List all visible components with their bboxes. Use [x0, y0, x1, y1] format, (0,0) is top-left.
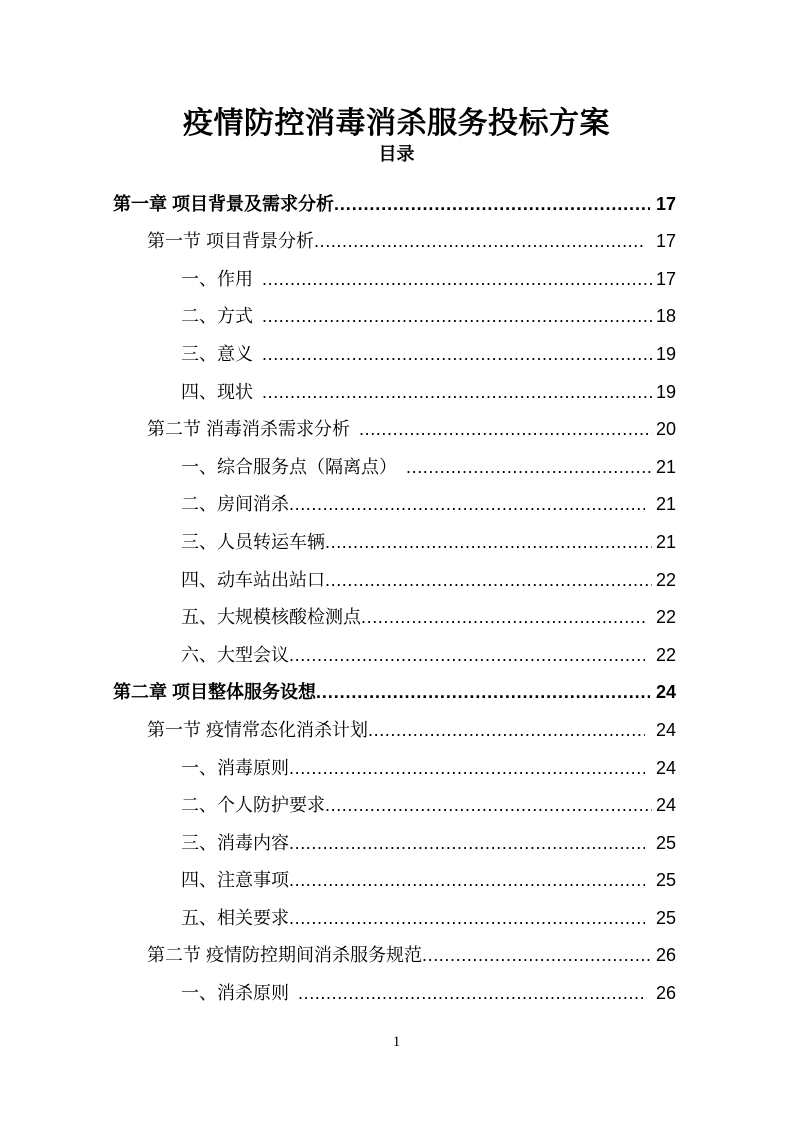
toc-entry-page-number: 25 — [655, 832, 676, 853]
toc-dot-leader — [325, 573, 652, 591]
toc-entry-label: 第二章 项目整体服务设想 — [113, 682, 316, 703]
toc-entry-item[interactable] — [0, 291, 793, 329]
toc-entry-section[interactable] — [0, 404, 793, 442]
toc-entry-label: 第二节 消毒消杀需求分析 — [147, 419, 350, 440]
toc-entry-page-number: 19 — [655, 343, 676, 364]
toc-entry-chapter[interactable] — [0, 667, 793, 705]
toc-entry-page-number: 24 — [655, 719, 676, 740]
toc-entry-page-number: 22 — [655, 644, 676, 665]
toc-entry-label: 三、意义 — [181, 343, 253, 364]
toc-entry-page-number: 25 — [655, 870, 676, 891]
toc-entry-item[interactable] — [0, 479, 793, 517]
toc-entry-label: 第一节 项目背景分析 — [147, 231, 315, 252]
toc-entry-item[interactable] — [0, 516, 793, 554]
toc-entry-page-number: 26 — [655, 945, 676, 966]
toc-entry-page-number: 25 — [655, 907, 676, 928]
toc-entry-chapter[interactable] — [0, 178, 793, 216]
toc-entry-label: 四、动车站出站口 — [181, 569, 325, 590]
toc-entry-item[interactable] — [0, 366, 793, 404]
toc-entry-item[interactable] — [0, 892, 793, 930]
toc-entry-item[interactable] — [0, 742, 793, 780]
toc-entry-page-number: 19 — [655, 381, 676, 402]
toc-entry-label: 二、房间消杀 — [181, 494, 289, 515]
toc-entry-item[interactable] — [0, 328, 793, 366]
toc-entry-page-number: 24 — [655, 795, 676, 816]
toc-entry-label: 五、相关要求 — [181, 907, 289, 928]
toc-entry-label: 一、消杀原则 — [181, 983, 289, 1004]
toc-dot-leader — [361, 610, 645, 628]
toc-entry-page-number: 22 — [655, 607, 676, 628]
toc-entry-item[interactable] — [0, 592, 793, 630]
toc-dot-leader — [262, 347, 652, 365]
toc-dot-leader — [262, 385, 652, 403]
toc-dot-leader — [298, 986, 645, 1004]
toc-dot-leader — [314, 234, 645, 252]
toc-dot-leader — [289, 648, 645, 666]
toc-entry-label: 五、大规模核酸检测点 — [181, 607, 361, 628]
toc-dot-leader — [334, 197, 650, 215]
toc-entry-item[interactable] — [0, 629, 793, 667]
toc-entry-item[interactable] — [0, 780, 793, 818]
toc-dot-leader — [289, 761, 645, 779]
toc-entry-label: 六、大型会议 — [181, 644, 289, 665]
toc-dot-leader — [262, 309, 652, 327]
toc-entry-item[interactable] — [0, 253, 793, 291]
toc-dot-leader — [289, 911, 645, 929]
toc-dot-leader — [325, 535, 652, 553]
toc-entry-label: 第一节 疫情常态化消杀计划 — [147, 719, 368, 740]
table-of-contents — [0, 178, 793, 1005]
document-title: 疫情防控消毒消杀服务投标方案 — [183, 107, 610, 141]
toc-dot-leader — [359, 422, 652, 440]
toc-entry-label: 三、消毒内容 — [181, 832, 289, 853]
toc-entry-page-number: 26 — [655, 983, 676, 1004]
toc-entry-page-number: 17 — [655, 193, 676, 214]
toc-entry-label: 一、消毒原则 — [181, 757, 289, 778]
toc-entry-label: 第二节 疫情防控期间消杀服务规范 — [147, 945, 422, 966]
toc-entry-section[interactable] — [0, 216, 793, 254]
toc-entry-item[interactable] — [0, 967, 793, 1005]
toc-entry-page-number: 21 — [655, 531, 676, 552]
toc-entry-page-number: 24 — [655, 757, 676, 778]
toc-dot-leader — [289, 873, 645, 891]
toc-entry-label: 三、人员转运车辆 — [181, 531, 325, 552]
toc-entry-page-number: 17 — [655, 231, 676, 252]
toc-entry-label: 第一章 项目背景及需求分析 — [113, 193, 334, 214]
toc-entry-section[interactable] — [0, 930, 793, 968]
toc-dot-leader — [316, 685, 650, 703]
toc-entry-page-number: 21 — [655, 494, 676, 515]
toc-entry-item[interactable] — [0, 855, 793, 893]
toc-entry-item[interactable] — [0, 817, 793, 855]
toc-dot-leader — [422, 948, 652, 966]
toc-dot-leader — [325, 798, 652, 816]
toc-entry-label: 二、方式 — [181, 306, 253, 327]
toc-entry-section[interactable] — [0, 704, 793, 742]
toc-entry-label: 二、个人防护要求 — [181, 795, 325, 816]
toc-entry-label: 四、现状 — [181, 381, 253, 402]
toc-entry-label: 一、综合服务点（隔离点） — [181, 456, 397, 477]
toc-entry-item[interactable] — [0, 441, 793, 479]
toc-dot-leader — [406, 460, 652, 478]
toc-entry-page-number: 24 — [655, 682, 676, 703]
toc-entry-page-number: 18 — [655, 306, 676, 327]
toc-entry-item[interactable] — [0, 554, 793, 592]
toc-entry-page-number: 17 — [655, 268, 676, 289]
toc-dot-leader — [289, 497, 645, 515]
table-of-contents-heading: 目录 — [378, 144, 415, 164]
toc-entry-page-number: 21 — [655, 456, 676, 477]
toc-dot-leader — [289, 836, 645, 854]
toc-entry-page-number: 20 — [655, 419, 676, 440]
toc-entry-label: 一、作用 — [181, 268, 253, 289]
page-number-footer: 1 — [392, 1034, 401, 1050]
toc-entry-label: 四、注意事项 — [181, 870, 289, 891]
toc-entry-page-number: 22 — [655, 569, 676, 590]
toc-dot-leader — [262, 272, 652, 290]
toc-dot-leader — [368, 723, 645, 741]
